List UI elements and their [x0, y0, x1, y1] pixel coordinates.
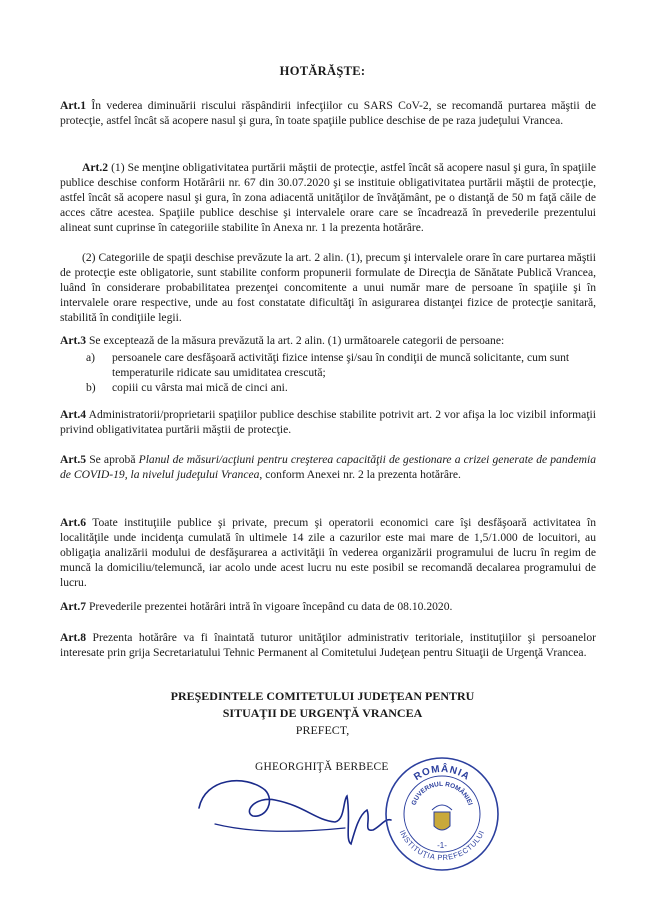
article-3: [60, 333, 596, 348]
handwritten-signature: [195, 760, 395, 850]
coat-of-arms-icon: [432, 805, 452, 830]
article-4-text: Administratorii/proprietarii spaţiilor publice deschise stabilite potrivit art. 2 vor afişa la loc vizibil informaţii privind obligativitatea purtării măştii de protecţie.: [60, 408, 596, 436]
article-8: [60, 630, 596, 660]
stamp-top-text: ROMÂNIA: [412, 763, 472, 784]
list-item: [86, 350, 592, 380]
article-6-label: Art.6: [60, 516, 87, 529]
article-3-label: Art.3: [60, 334, 87, 347]
signature-title-line-1: PREŞEDINTELE COMITETULUI JUDEŢEAN PENTRU: [170, 689, 475, 703]
list-item-text: persoanele care desfăşoară activităţi fizice intense şi/sau în condiţii de muncă solicitante, cum sunt temperaturile ridicate sau umiditatea crescută;: [112, 351, 570, 379]
signatory-name: GHEORGHIŢĂ BERBECE: [255, 761, 389, 773]
list-item-text: copiii cu vârsta mai mică de cinci ani.: [112, 381, 288, 394]
article-8-text: Prezenta hotărâre va fi înaintată tuturor unităţilor administrativ teritoriale, instituţiilor şi persoanelor interesate prin grija Secretariatului Tehnic Permanent al Comitetului Judeţean pentru Situaţii de Urgenţă Vrancea.: [60, 631, 596, 659]
signature-stroke: [199, 781, 391, 844]
article-6: [60, 515, 596, 590]
article-5-pre: Se aprobă: [86, 453, 139, 466]
list-marker: b): [86, 381, 96, 394]
article-7: [60, 599, 596, 614]
article-1-text: În vederea diminuării riscului răspândirii infecţiilor cu SARS CoV-2, se recomandă purtarea măştii de protecţie, astfel încât să acopere nasul şi gura, în toate spaţiile publice deschise de pe raza judeţului Vrancea.: [60, 99, 596, 127]
article-2-paragraph-1: (1) Se menţine obligativitatea purtării măştii de protecţie, astfel încât să acopere nasul şi gura, în spaţiile publice deschise conform Hotărârii nr. 67 din 30.07.2020 şi se instituie obligativitatea purtării măştii de protecţie, astfel încât să acopere nasul şi gura, în zona adiacentă unităţilor de învăţământ, pe o distanţă de 50 m faţă căile de acces către acestea. Spaţiile publice deschise şi intervalele orare care se încadrează în prevederile prezentului alineat sunt cuprinse în categoriile stabilite în Anexa nr. 1 la prezenta hotărâre.: [60, 161, 596, 234]
article-5-plan-title: Planul de măsuri/acţiuni pentru creşterea capacităţii de gestionare a crizei generate de pandemia de COVID-19, la nivelul judeţului Vrancea: [60, 453, 596, 481]
stamp-bottom-text: INSTITUŢIA PREFECTULUI: [397, 828, 487, 863]
article-3-list: [86, 350, 592, 395]
stamp-ring-text: GUVERNUL ROMÂNIEI: [410, 780, 474, 807]
article-3-text: Se exceptează de la măsura prevăzută la art. 2 alin. (1) următoarele categorii de persoane:: [86, 334, 505, 347]
signature-flourish: [215, 824, 345, 831]
article-7-label: Art.7: [60, 600, 87, 613]
list-item: [86, 380, 592, 395]
official-stamp: [380, 752, 504, 876]
article-2: [60, 160, 596, 235]
article-5-label: Art.5: [60, 453, 87, 466]
article-4-label: Art.4: [60, 408, 87, 421]
article-7-text: Prevederile prezentei hotărâri intră în vigoare începând cu data de 08.10.2020.: [86, 600, 453, 613]
signature-title-line-2: SITUAŢII DE URGENŢĂ VRANCEA: [222, 706, 423, 720]
article-5-post: , conform Anexei nr. 2 la prezenta hotărâre.: [259, 468, 461, 481]
article-2-label: Art.2: [82, 161, 109, 174]
article-8-label: Art.8: [60, 631, 87, 644]
article-5: [60, 452, 596, 482]
article-6-text: Toate instituţiile publice şi private, precum şi operatorii economici care îşi desfăşoară activitatea în localităţile unde incidenţa cumulată în ultimele 14 zile a cazurilor este mai mare de 1,5/1.000 de locuitori, au obligaţia analizării modului de desfăşurarea a activităţii în vederea organizării programului de lucru în regim de muncă la domiciliu/telemuncă, iar acolo unde acest lucru nu este posibil se recomandă decalarea programului de lucru.: [60, 516, 596, 589]
article-1: [60, 98, 596, 128]
signature-role: PREFECT,: [295, 723, 350, 737]
stamp-center-text: -1-: [437, 841, 447, 850]
document-title: HOTĂRĂŞTE:: [279, 64, 366, 78]
article-2-paragraph-2: (2) Categoriile de spaţii deschise prevăzute la art. 2 alin. (1), precum şi intervalele orare în care purtarea măştii de protecţie este obligatorie, sunt stabilite conform propunerii formulate de Direcţia de Sănătate Publică Vrancea, luând în considerare probabilitatea prezenţei concomitente a unui număr mare de persoane în spaţiile şi în intervalele orare respective, unde au fost constatate dificultăţi în asigurarea distanţei fizice de protecţie sanitară, stabilită în condiţiile legii.: [60, 251, 596, 324]
list-marker: a): [86, 351, 96, 364]
article-1-label: Art.1: [60, 99, 87, 112]
article-4: [60, 407, 596, 437]
